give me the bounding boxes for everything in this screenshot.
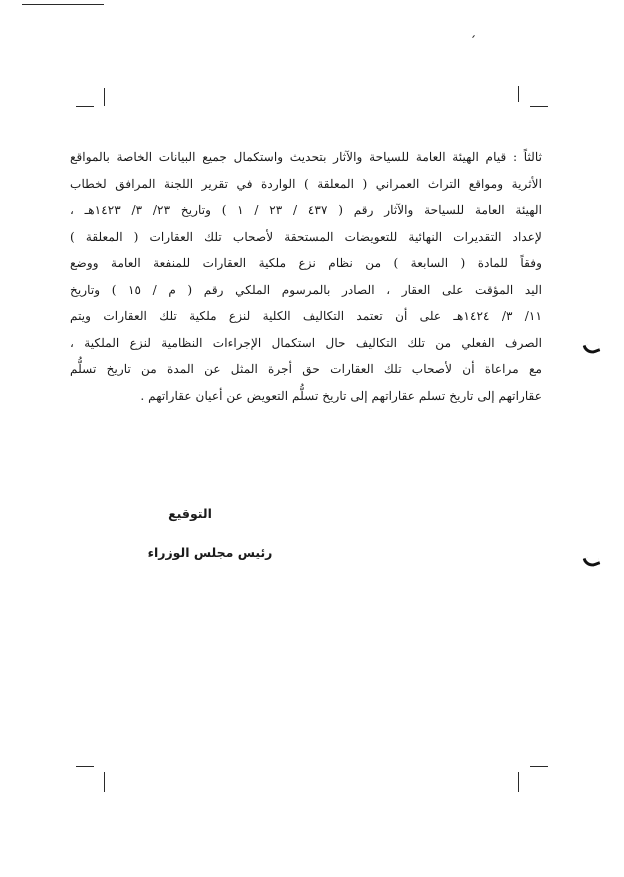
decision-paragraph [70, 144, 542, 409]
signatory-title: رئيس مجلس الوزراء [147, 545, 273, 560]
paragraph-line: الصرف الفعلي من تلك التكاليف حال استكمال الإجراءات النظامية لنزع الملكية ، [70, 335, 542, 350]
top-left-vertical-mark [104, 88, 105, 106]
bottom-left-vertical-mark [104, 772, 105, 792]
right-edge-binder-mark-upper [583, 341, 601, 356]
paragraph-line: مع مراعاة أن لأصحاب تلك العقارات حق أجرة المثل عن المدة من تاريخ تسلُّم [70, 362, 542, 376]
bottom-left-dash-mark [76, 766, 94, 767]
paragraph-line: اليد المؤقت على العقار ، الصادر بالمرسوم الملكي رقم ( م / ١٥ ) وتاريخ [70, 282, 542, 297]
bottom-right-dash-mark [530, 766, 548, 767]
top-right-dash-mark [530, 106, 548, 107]
bottom-right-vertical-mark [518, 772, 519, 792]
top-left-dash-mark [76, 106, 94, 107]
paragraph-line: ثالثاً : قيام الهيئة العامة للسياحة والآثار بتحديث واستكمال جميع البيانات الخاصة بالمواقع [70, 150, 542, 164]
top-right-vertical-mark [518, 86, 519, 102]
signature-label: التوقيع [168, 506, 212, 521]
paragraph-line: الأثرية ومواقع التراث العمراني ( المعلقة ) الواردة في تقرير اللجنة المرافق لخطاب [70, 176, 542, 191]
stray-pen-mark [472, 35, 475, 38]
right-edge-binder-mark-lower [583, 554, 601, 569]
paragraph-line: عقاراتهم إلى تاريخ تسلم عقاراتهم إلى تاريخ تسلُّم التعويض عن أعيان عقاراتهم . [140, 388, 542, 403]
paragraph-line: وفقاً للمادة ( السابعة ) من نظام نزع ملكية العقارات للمنفعة العامة ووضع [70, 256, 542, 270]
paragraph-line: لإعداد التقديرات النهائية للتعويضات المستحقة لأصحاب تلك العقارات ( المعلقة ) [70, 229, 542, 244]
paragraph-line: ١١/ ٣/ ١٤٢٤هـ على أن تعتمد التكاليف الكلية لنزع ملكية تلك العقارات ويتم [70, 309, 542, 323]
top-left-scan-mark [22, 4, 104, 5]
paragraph-line: الهيئة العامة للسياحة والآثار رقم ( ٤٣٧ / ٢٣ / ١ ) وتاريخ ٢٣/ ٣/ ١٤٢٣هـ ، [70, 203, 542, 217]
